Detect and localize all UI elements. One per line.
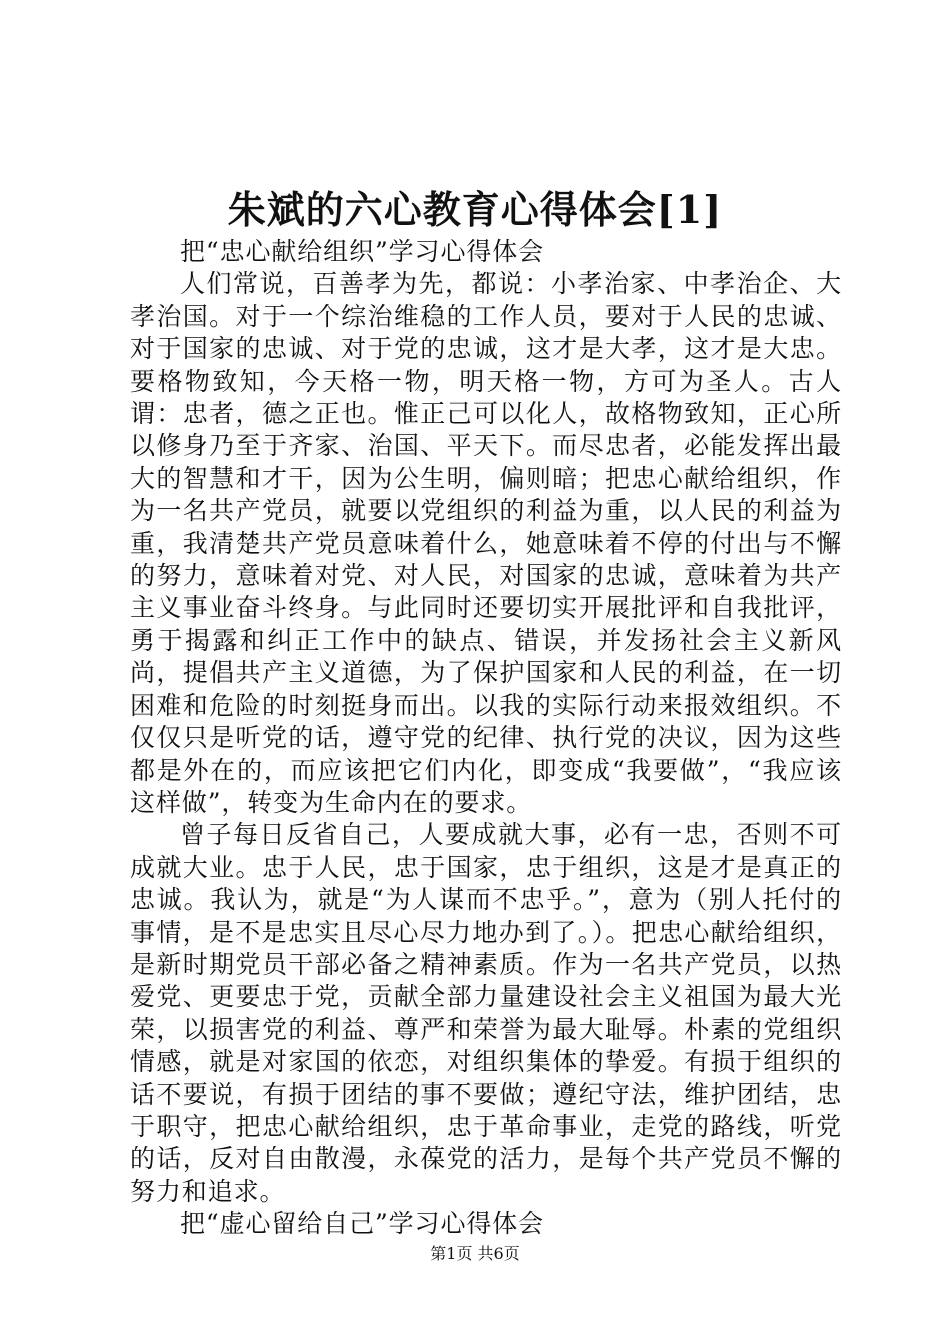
section-heading: 把“虚心留给自己”学习心得体会 xyxy=(180,1209,545,1239)
section-heading: 把“忠心献给组织”学习心得体会 xyxy=(180,237,545,266)
body-paragraph: 曾子每日反省自己，人要成就大事，必有一忠，否则不可成就大业。忠于人民，忠于国家，忠于组织，这是才是真正的忠诚。我认为，就是“为人谋而不忠乎。”，意为（别人托付的事情，是不是忠实且尽心尽力地办到了。）。把忠心献给组织，是新时期党员干部必备之精神素质。作为一名共产党员，以热爱党、更要忠于党，贡献全部力量建设社会主义祖国为最大光荣，以损害党的利益、尊严和荣誉为最大耻辱。朴素的党组织情感，就是对家国的依恋，对组织集体的挚爱。有损于组织的话不要说，有损于团结的事不要做；遵纪守法，维护团结，忠于职守，把忠心献给组织，忠于革命事业，走党的路线，听党的话，反对自由散漫，永葆党的活力，是每个共产党员不懈的努力和追求。 xyxy=(130,820,842,1206)
document-body xyxy=(130,236,842,1241)
page-number-footer: 第1页 共6页 xyxy=(430,1244,520,1263)
body-paragraph: 人们常说，百善孝为先，都说：小孝治家、中孝治企、大孝治国。对于一个综治维稳的工作人员，要对于人民的忠诚、对于国家的忠诚、对于党的忠诚，这才是大孝，这才是大忠。要格物致知，今天格一物，明天格一物，方可为圣人。古人谓：忠者，德之正也。惟正己可以化人，故格物致知，正心所以修身乃至于齐家、治国、平天下。而尽忠者，必能发挥出最大的智慧和才干，因为公生明，偏则暗；把忠心献给组织，作为一名共产党员，就要以党组织的利益为重，以人民的利益为重，我清楚共产党员意味着什么，她意味着不停的付出与不懈的努力，意味着对党、对人民，对国家的忠诚，意味着为共产主义事业奋斗终身。与此同时还要切实开展批评和自我批评，勇于揭露和纠正工作中的缺点、错误，并发扬社会主义新风尚，提倡共产主义道德，为了保护国家和人民的利益，在一切困难和危险的时刻挺身而出。以我的实际行动来报效组织。不仅仅只是听党的话，遵守党的纪律、执行党的决议，因为这些都是外在的，而应该把它们内化，即变成“我要做”，“我应该这样做”，转变为生命内在的要求。 xyxy=(130,269,842,817)
document-title: 朱斌的六心教育心得体会[1] xyxy=(227,187,723,232)
